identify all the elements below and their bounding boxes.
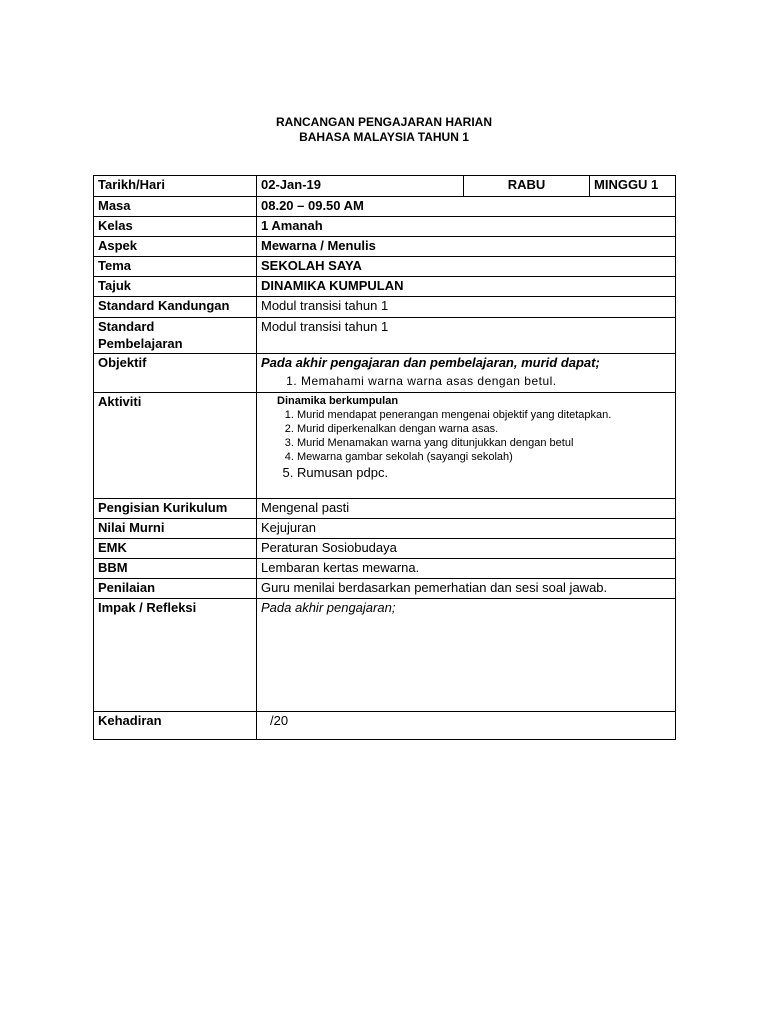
row-standard-kandungan	[94, 297, 676, 318]
row-tajuk	[94, 277, 676, 297]
row-emk	[94, 539, 676, 559]
value-tema: SEKOLAH SAYA	[257, 257, 676, 277]
list-item: 2. Murid diperkenalkan dengan warna asas.	[297, 423, 671, 436]
label-impak: Impak / Refleksi	[94, 599, 257, 712]
aktiviti-title: Dinamika berkumpulan	[277, 395, 399, 407]
value-penilaian: Guru menilai berdasarkan pemerhatian dan sesi soal jawab.	[257, 579, 676, 599]
value-nilai: Kejujuran	[257, 519, 676, 539]
value-week: MINGGU 1	[590, 176, 676, 197]
label-nilai: Nilai Murni	[94, 519, 257, 539]
row-kehadiran	[94, 712, 676, 740]
value-kelas: 1 Amanah	[257, 217, 676, 237]
row-impak	[94, 599, 676, 712]
value-kehadiran: /20	[257, 712, 676, 740]
row-aktiviti	[94, 393, 676, 499]
row-objektif	[94, 354, 676, 393]
row-nilai	[94, 519, 676, 539]
label-pengisian: Pengisian Kurikulum	[94, 499, 257, 519]
row-pengisian	[94, 499, 676, 519]
lesson-plan-table	[93, 175, 676, 740]
label-aktiviti: Aktiviti	[94, 393, 257, 499]
label-kelas: Kelas	[94, 217, 257, 237]
label-tajuk: Tajuk	[94, 277, 257, 297]
row-aspek	[94, 237, 676, 257]
row-bbm	[94, 559, 676, 579]
value-bbm: Lembaran kertas mewarna.	[257, 559, 676, 579]
row-standard-pembelajaran	[94, 318, 676, 354]
value-day: RABU	[464, 176, 590, 197]
label-standard-line2: Pembelajaran	[98, 336, 183, 351]
label-kehadiran: Kehadiran	[94, 712, 257, 740]
value-impak: Pada akhir pengajaran;	[257, 599, 676, 712]
value-standard-kandungan: Modul transisi tahun 1	[257, 297, 676, 318]
aktiviti-list	[261, 409, 671, 481]
row-masa	[94, 197, 676, 217]
row-tarikh	[94, 176, 676, 197]
value-pengisian: Mengenal pasti	[257, 499, 676, 519]
value-masa: 08.20 – 09.50 AM	[257, 197, 676, 217]
label-emk: EMK	[94, 539, 257, 559]
value-aktiviti	[257, 393, 676, 499]
row-penilaian	[94, 579, 676, 599]
objektif-intro: Pada akhir pengajaran dan pembelajaran, murid dapat;	[261, 355, 600, 370]
document-subtitle: BAHASA MALAYSIA TAHUN 1	[299, 130, 469, 144]
list-item: 3. Murid Menamakan warna yang ditunjukkan dengan betul	[297, 437, 671, 450]
label-standard-line1: Standard	[98, 319, 155, 334]
list-item: 4. Mewarna gambar sekolah (sayangi sekolah)	[297, 451, 671, 464]
objektif-list	[261, 373, 671, 390]
value-aspek: Mewarna / Menulis	[257, 237, 676, 257]
list-item: 1. Murid mendapat penerangan mengenai objektif yang ditetapkan.	[297, 409, 671, 422]
document-title: RANCANGAN PENGAJARAN HARIAN	[275, 115, 492, 129]
value-emk: Peraturan Sosiobudaya	[257, 539, 676, 559]
list-item: 5. Rumusan pdpc.	[297, 465, 671, 481]
label-objektif: Objektif	[94, 354, 257, 393]
label-tema: Tema	[94, 257, 257, 277]
label-aspek: Aspek	[94, 237, 257, 257]
label-tarikh: Tarikh/Hari	[94, 176, 257, 197]
value-standard-pembelajaran: Modul transisi tahun 1	[257, 318, 676, 354]
label-masa: Masa	[94, 197, 257, 217]
label-bbm: BBM	[94, 559, 257, 579]
label-standard-pembelajaran	[94, 318, 257, 354]
value-tajuk: DINAMIKA KUMPULAN	[257, 277, 676, 297]
label-standard-kandungan: Standard Kandungan	[94, 297, 257, 318]
list-item: 1. Memahami warna warna asas dengan betul.	[301, 373, 671, 390]
row-tema	[94, 257, 676, 277]
label-penilaian: Penilaian	[94, 579, 257, 599]
row-kelas	[94, 217, 676, 237]
value-date: 02-Jan-19	[257, 176, 464, 197]
value-objektif	[257, 354, 676, 393]
